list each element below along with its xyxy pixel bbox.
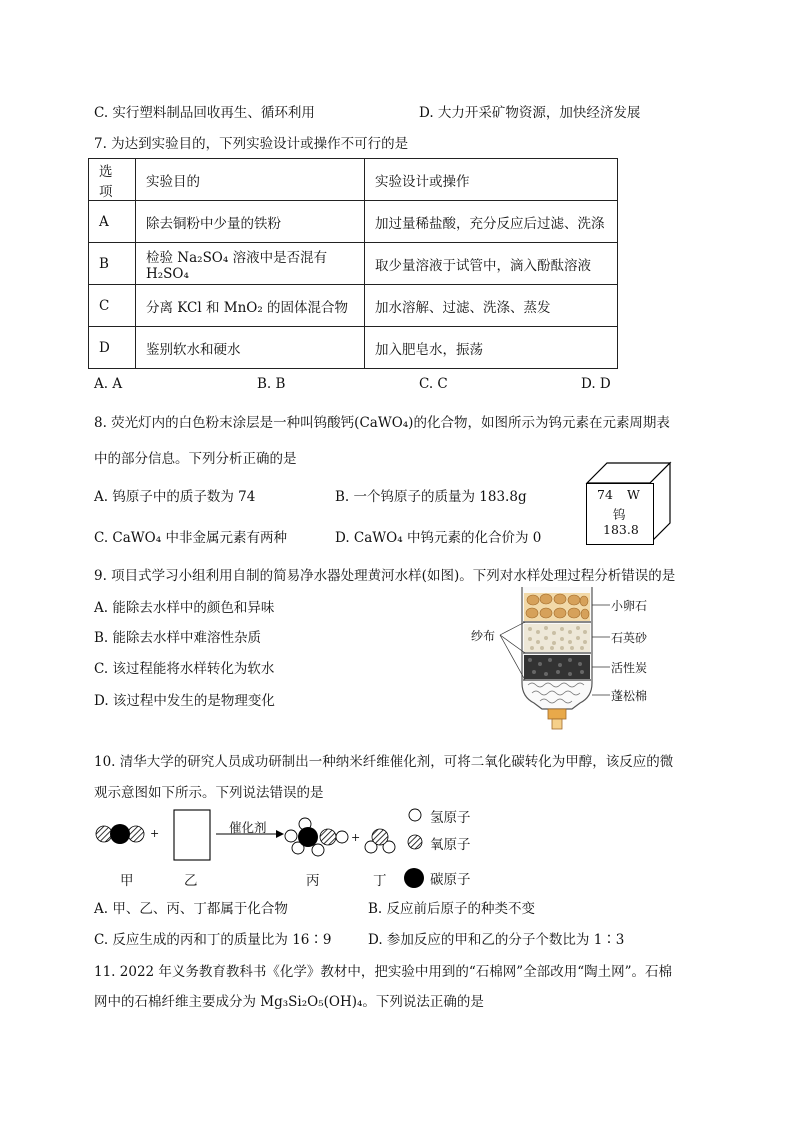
table-row bbox=[89, 201, 618, 243]
option-b: B. 一个钨原子的质量为 183.8g bbox=[335, 489, 527, 505]
plus-sign: + bbox=[150, 827, 160, 840]
question-10-stem-line1: 10. 清华大学的研究人员成功研制出一种纳米纤维催化剂，可将二氧化碳转化为甲醇，该反应的微 bbox=[94, 754, 674, 770]
species-ding: 丁 bbox=[373, 873, 387, 889]
row-purpose: 检验 Na₂SO₄ 溶液中是否混有 H₂SO₄ bbox=[136, 243, 365, 285]
header-purpose: 实验目的 bbox=[136, 159, 365, 201]
row-method: 加过量稀盐酸，充分反应后过滤、洗涤 bbox=[365, 201, 618, 243]
element-name: 钨 bbox=[613, 507, 626, 522]
label-carbon: 活性炭 bbox=[611, 661, 648, 675]
question-8-stem-line2: 中的部分信息。下列分析正确的是 bbox=[94, 451, 297, 467]
option-b: B. 能除去水样中难溶性杂质 bbox=[94, 630, 262, 646]
option-c: C. 反应生成的丙和丁的质量比为 16∶9 bbox=[94, 932, 332, 948]
answer-d: D. D bbox=[581, 376, 611, 392]
catalyst-label: 催化剂 bbox=[229, 820, 267, 835]
reaction-diagram bbox=[90, 800, 480, 870]
table-header-row bbox=[89, 159, 618, 201]
row-purpose: 除去铜粉中少量的铁粉 bbox=[136, 201, 365, 243]
plus-sign: + bbox=[351, 831, 361, 844]
element-symbol: W bbox=[627, 487, 640, 502]
question-11-stem-line2: 网中的石棉纤维主要成分为 Mg₃Si₂O₅(OH)₄。下列说法正确的是 bbox=[94, 994, 484, 1010]
option-d: D. 大力开采矿物资源，加快经济发展 bbox=[419, 105, 641, 121]
row-method: 取少量溶液于试管中，滴入酚酞溶液 bbox=[365, 243, 618, 285]
label-gauze: 纱布 bbox=[471, 629, 496, 643]
row-method: 加入肥皂水，振荡 bbox=[365, 327, 618, 369]
atomic-number: 74 bbox=[597, 487, 613, 502]
option-c: C. 实行塑料制品回收再生、循环利用 bbox=[94, 105, 315, 121]
question-7-stem: 7. 为达到实验目的，下列实验设计或操作不可行的是 bbox=[94, 136, 409, 152]
species-yi: 乙 bbox=[184, 873, 198, 889]
header-option: 选项 bbox=[89, 159, 136, 201]
row-purpose: 分离 KCl 和 MnO₂ 的固体混合物 bbox=[136, 285, 365, 327]
label-pebble: 小卵石 bbox=[611, 599, 648, 613]
oxygen-legend-icon bbox=[408, 835, 422, 849]
legend-hydrogen: 氢原子 bbox=[430, 810, 471, 826]
question-11-stem-line1: 11. 2022 年义务教育教科书《化学》教材中，把实验中用到的“石棉网”全部改用“陶土网”。石棉 bbox=[94, 964, 673, 980]
label-quartz: 石英砂 bbox=[611, 631, 648, 645]
hydrogen-legend-icon bbox=[409, 809, 421, 821]
row-option: D bbox=[89, 327, 136, 369]
atomic-mass: 183.8 bbox=[603, 522, 639, 537]
species-jia: 甲 bbox=[120, 873, 134, 889]
row-purpose: 鉴别软水和硬水 bbox=[136, 327, 365, 369]
question-10-stem-line2: 观示意图如下所示。下列说法错误的是 bbox=[94, 785, 324, 801]
species-bing: 丙 bbox=[306, 873, 320, 889]
option-d: D. CaWO₄ 中钨元素的化合价为 0 bbox=[335, 530, 542, 546]
option-d: D. 该过程中发生的是物理变化 bbox=[94, 693, 275, 709]
question-8-stem-line1: 8. 荧光灯内的白色粉末涂层是一种叫钨酸钙(CaWO₄)的化合物，如图所示为钨元素在元素周期表 bbox=[94, 415, 670, 431]
row-option: A bbox=[89, 201, 136, 243]
question-9-stem: 9. 项目式学习小组利用自制的简易净水器处理黄河水样(如图)。下列对水样处理过程分析错误的是 bbox=[94, 568, 676, 584]
experiment-table bbox=[88, 158, 618, 369]
answer-b: B. B bbox=[257, 376, 286, 392]
option-c: C. 该过程能将水样转化为软水 bbox=[94, 661, 275, 677]
row-option: B bbox=[89, 243, 136, 285]
table-row bbox=[89, 243, 618, 285]
table-row bbox=[89, 285, 618, 327]
answer-c: C. C bbox=[419, 376, 448, 392]
answer-a: A. A bbox=[94, 376, 123, 392]
label-cotton: 蓬松棉 bbox=[611, 689, 648, 703]
option-c: C. CaWO₄ 中非金属元素有两种 bbox=[94, 530, 287, 546]
element-card bbox=[586, 483, 654, 545]
option-d: D. 参加反应的甲和乙的分子个数比为 1∶3 bbox=[368, 932, 625, 948]
option-b: B. 反应前后原子的种类不变 bbox=[368, 901, 536, 917]
option-a: A. 甲、乙、丙、丁都属于化合物 bbox=[94, 901, 288, 917]
table-row bbox=[89, 327, 618, 369]
row-option: C bbox=[89, 285, 136, 327]
option-a: A. 能除去水样中的颜色和异味 bbox=[94, 600, 275, 616]
carbon-legend-icon bbox=[403, 867, 425, 889]
header-method: 实验设计或操作 bbox=[365, 159, 618, 201]
row-method: 加水溶解、过滤、洗涤、蒸发 bbox=[365, 285, 618, 327]
option-a: A. 钨原子中的质子数为 74 bbox=[94, 489, 256, 505]
legend-carbon: 碳原子 bbox=[430, 872, 471, 888]
legend-oxygen: 氧原子 bbox=[430, 837, 471, 853]
